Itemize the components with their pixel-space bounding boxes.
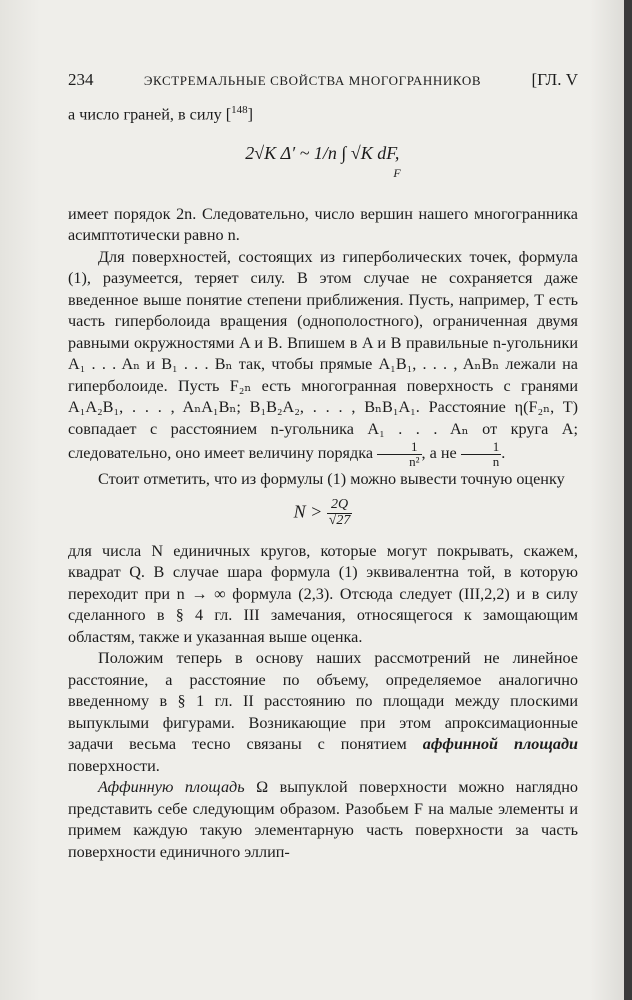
- integral-subscript: F: [393, 165, 401, 180]
- formula-circle-estimate: N > $\frac{2Q}{√27}$: [293, 497, 351, 528]
- intro-line: а число граней, в силу [$^{148}$]: [68, 104, 253, 124]
- fraction-one-over-n: $\frac{1}{n}$: [461, 440, 502, 468]
- page-body: [68, 100, 578, 863]
- running-head-title: ЭКСТРЕМАЛЬНЫЕ СВОЙСТВА МНОГОГРАННИКОВ: [143, 73, 482, 88]
- paragraph-estimate: Стоит отметить, что из формулы (1) можно вывести точную оценку: [98, 469, 565, 488]
- running-header: [68, 70, 578, 90]
- term-affine-area: аффинной площади: [422, 735, 578, 754]
- page-number: 234: [68, 70, 94, 89]
- citation-ref: 148: [231, 104, 248, 116]
- paragraph-unit-circles: для числа N единичных кругов, которые могут покрывать, скажем, квадрат Q. В случае шара формула (1) эквивалентна той, в которую переходит при n → ∞ формула (2,3). Отсюда следует (III,2,2) и в силу сделанного в § 4 гл. III замечания, относящегося к замощающим областям, также и указанная выше оценка.: [68, 541, 578, 646]
- term-affine-area-lead: Аффинную площадь: [98, 778, 245, 797]
- chapter-label: [ГЛ. V: [531, 70, 578, 89]
- fraction-one-over-n-squared: $\frac{1}{\text{n²}}$: [377, 440, 421, 468]
- fraction-2q-over-root27: $\frac{2Q}{√27}$: [328, 497, 351, 528]
- paragraph-hyperbolic: Для поверхностей, состоящих из гиперболических точек, формула (1), разумеется, теряет силу. В этом случае не сохраняется даже введенное выше понятие степени приближения. Пусть, например, T есть часть гиперболоида вращения (однополостного), ограниченная двумя равными окружностями A и B. Впишем в A и B правильные n-угольники A₁ . . . Aₙ и B₁ . . . Bₙ так, чтобы прямые A₁B₁, . . . , AₙBₙ лежали на гиперболоиде. Пусть F₂ₙ есть многогранная поверхность с гранями A₁A₂B₁, . . . , AₙA₁Bₙ; B₁B₂A₂, . . . , BₙB₁A₁. Расстояние η(F₂ₙ, T) совпадает с расстоянием n-угольника A₁ . . . Aₙ от круга A; следовательно, оно имеет величину порядка $\frac{1}{\text{n²}}$ , а не $\frac{1}{n}$ .: [68, 247, 578, 470]
- formula-area-integral: 2√K Δ′ ~ 1/n ∫ √K $dF,_F$: [245, 142, 401, 180]
- paragraph-order: имеет порядок 2n. Следовательно, число вершин нашего многогранника асимптотически равно n.: [68, 204, 578, 245]
- paragraph-affine-area: Аффинную площадь Ω выпуклой поверхности можно наглядно представить себе следующим образом. Разобьем F на малые элементы и примем каждую такую элементарную часть поверхности за часть поверхности единичного эллип-: [68, 778, 578, 861]
- paragraph-volume-distance: Положим теперь в основу наших рассмотрений не линейное расстояние, а расстояние по объему, определяемое аналогично введенному в § 1 гл. II расстоянию по площади между плоскими выпуклыми фигурами. Возникающие при этом апроксимационные задачи весьма тесно связаны с понятием аффинной площади поверхности.: [68, 649, 578, 775]
- page-edge: [624, 0, 632, 1000]
